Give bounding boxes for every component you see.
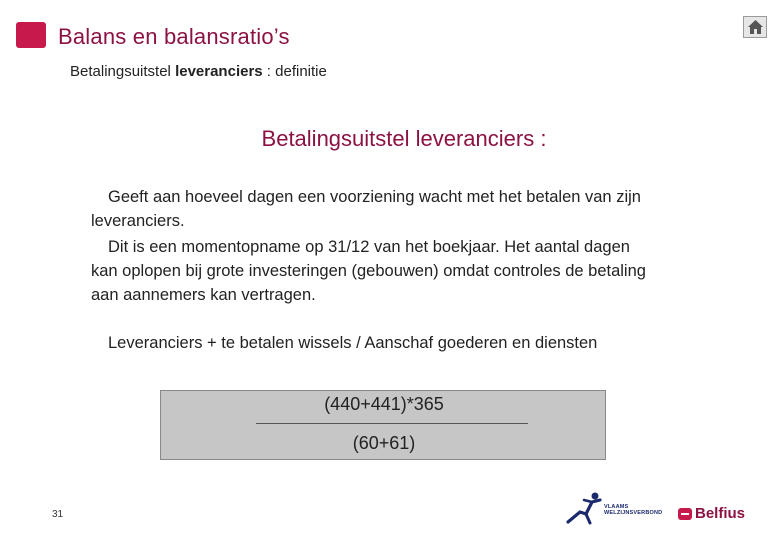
page-title: Balans en balansratio’s [58, 24, 290, 49]
explanation-paragraph [91, 235, 711, 307]
formula-description: Leveranciers + te betalen wissels / Aanschaf goederen en diensten [108, 334, 598, 352]
formula-box [160, 390, 606, 460]
slide-subtitle [70, 63, 327, 80]
logo-vw-line2: WELZIJNSVERBOND [604, 510, 663, 516]
paragraph1-line2: leveranciers. [91, 212, 185, 230]
home-button[interactable] [743, 16, 767, 38]
subtitle-suffix: : definitie [262, 63, 327, 80]
paragraph2-line3: aan aannemers kan vertragen. [91, 286, 316, 304]
paragraph2-line2: kan oplopen bij grote investeringen (gebouwen) omdat controles de betaling [91, 262, 646, 280]
subtitle-prefix: Betalingsuitstel [70, 63, 176, 80]
subtitle-bold: leveranciers [175, 63, 263, 80]
paragraph2-line1: Dit is een momentopname op 31/12 van het boekjaar. Het aantal dagen [108, 238, 630, 256]
fraction-line [256, 423, 528, 424]
page-number: 31 [52, 509, 64, 520]
vlaams-welzijnsverbond-logo [566, 490, 666, 526]
paragraph1-line1: Geeft aan hoeveel dagen een voorziening wacht met het betalen van zijn [108, 188, 641, 206]
person-figure-icon [566, 490, 606, 526]
belfius-mark-icon [678, 508, 692, 520]
title-marker [16, 22, 46, 48]
definition-paragraph [91, 185, 711, 233]
belfius-wordmark: Belfius [695, 505, 746, 522]
logo-vw-line1: VLAAMS [604, 504, 629, 510]
formula-denominator: (60+61) [352, 433, 416, 453]
home-icon [747, 19, 764, 35]
formula-numerator: (440+441)*365 [324, 394, 444, 414]
section-heading: Betalingsuitstel leveranciers : [261, 126, 547, 151]
